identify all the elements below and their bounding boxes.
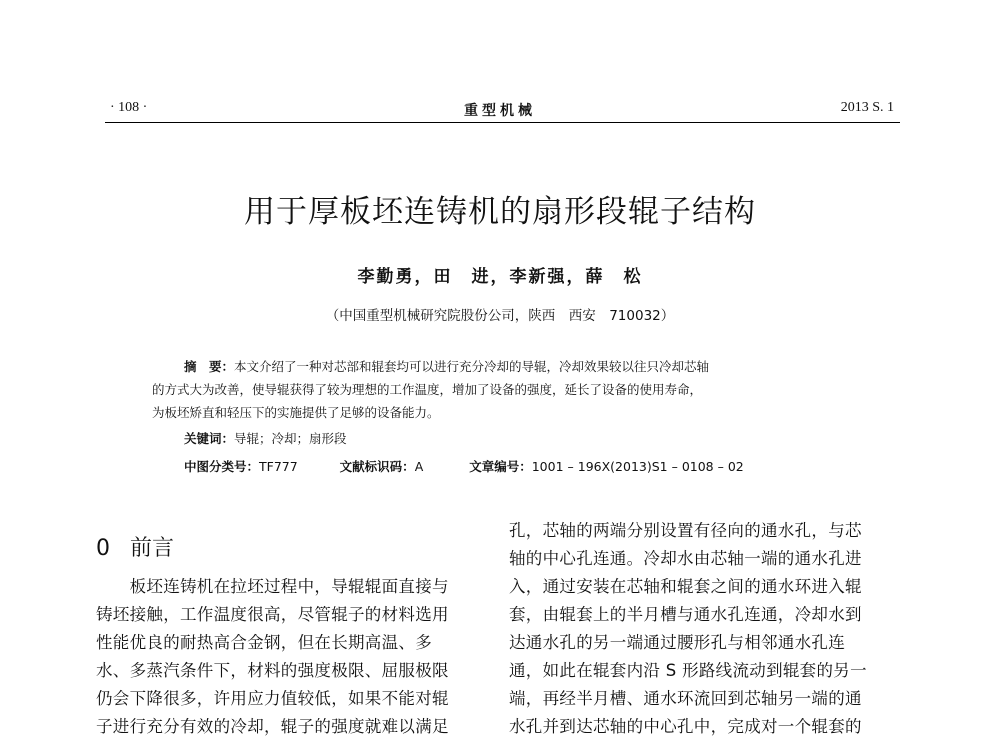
right-para-line: 端，再经半月槽、通水环流回到芯轴另一端的通 [509,689,862,708]
section-number: 0 [96,536,110,561]
right-para-line: 轴的中心孔连通。冷却水由芯轴一端的通水孔进 [509,549,862,568]
page-number: · 108 · [110,100,148,115]
journal-name: 重型机械 [464,104,536,119]
left-para-line: 水、多蒸汽条件下，材料的强度极限、屈服极限 [96,661,449,680]
left-para-line: 铸坯接触，工作温度很高，尽管辊子的材料选用 [96,605,449,624]
left-para-line: 子进行充分有效的冷却，辊子的强度就难以满足 [96,717,449,736]
doc-code-label: 文献标识码： [339,459,415,474]
paper-title: 用于厚板坯连铸机的扇形段辊子结构 [244,194,756,230]
doc-code-value: A [414,459,424,474]
abstract-label: 摘 要： [184,359,235,374]
header-rule [105,122,900,123]
clc-value: TF777 [259,459,298,474]
abstract-line-1 [184,356,709,378]
left-para-line: 性能优良的耐热高合金钢，但在长期高温、多 [96,633,432,652]
abstract-line-3: 为板坯矫直和轻压下的实施提供了足够的设备能力。 [152,405,440,420]
abstract-line-2: 的方式大为改善，使导辊获得了较为理想的工作温度，增加了设备的强度，延长了设备的使用寿命， [152,382,703,397]
issue-number: 2013 S. 1 [840,100,894,115]
section-title: 前言 [130,536,175,561]
abstract-text-1: 本文介绍了一种对芯部和辊套均可以进行充分冷却的导辊，冷却效果较以往只冷却芯轴 [234,359,710,374]
right-para-line: 入，通过安装在芯轴和辊套之间的通水环进入辊 [509,577,862,596]
classification-line [184,456,744,478]
right-para-line: 套，由辊套上的半月槽与通水孔连通，冷却水到 [509,605,862,624]
keywords-text: 导辊；冷却；扇形段 [234,431,347,446]
article-number-value: 1001 – 196X(2013)S1 – 0108 – 02 [531,459,744,474]
keywords-line [184,428,347,450]
keywords-label: 关键词： [184,431,235,446]
right-para-line: 达通水孔的另一端通过腰形孔与相邻通水孔连 [509,633,845,652]
article-number-label: 文章编号： [469,459,532,474]
clc-label: 中图分类号： [184,459,260,474]
right-para-line: 水孔并到达芯轴的中心孔中，完成对一个辊套的 [509,717,862,736]
left-para-line: 仍会下降很多，许用应力值较低，如果不能对辊 [96,689,449,708]
right-para-line: 孔，芯轴的两端分别设置有径向的通水孔，与芯 [509,521,862,540]
author-list: 李勤勇，田 进，李新强，薛 松 [357,267,643,287]
right-para-line: 通，如此在辊套内沿 S 形路线流动到辊套的另一 [509,661,867,680]
affiliation: （中国重型机械研究院股份公司，陕西 西安 710032） [325,308,675,324]
section-heading [96,531,174,562]
left-para-line: 板坯连铸机在拉坯过程中，导辊辊面直接与 [96,577,449,596]
